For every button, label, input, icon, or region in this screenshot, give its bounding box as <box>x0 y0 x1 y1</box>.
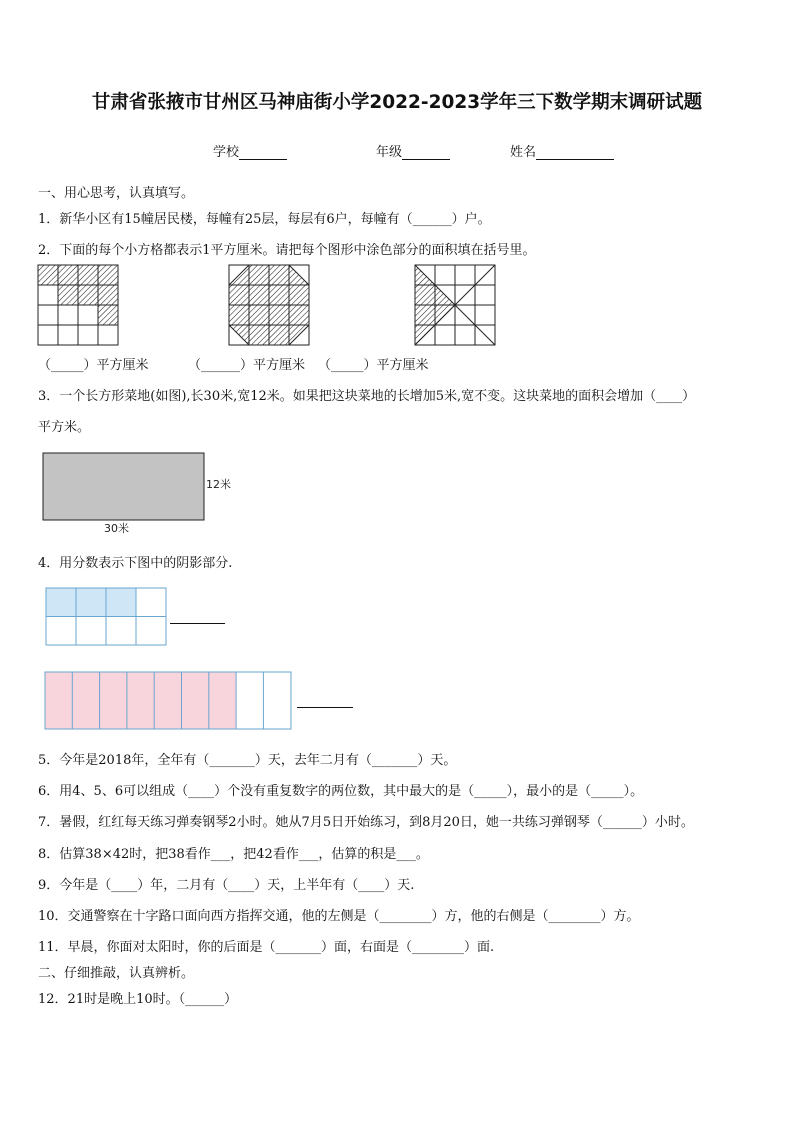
length-label: 30米 <box>104 522 129 535</box>
question-10: 10．交通警察在十字路口面向西方指挥交通，他的左侧是（________）方，他的右侧是（________）方。 <box>38 909 640 924</box>
q4-fraction-figure-1 <box>46 588 166 646</box>
q2-answer-1[interactable]: （_____）平方厘米 <box>38 358 149 373</box>
grade-field <box>376 141 450 160</box>
question-11: 11．早晨，你面对太阳时，你的后面是（_______）面，右面是（________）面. <box>38 940 495 955</box>
q4-answer-blank-2[interactable] <box>297 707 353 708</box>
school-field <box>213 141 287 160</box>
grade-blank[interactable] <box>402 145 450 160</box>
grade-label: 年级 <box>376 145 403 160</box>
question-7: 7．暑假，红红每天练习弹奏钢琴2小时。她从7月5日开始练习，到8月20日，她一共练习弹钢琴（______）小时。 <box>38 815 694 830</box>
q2-answer-2[interactable]: （______）平方厘米 <box>188 358 306 373</box>
question-3: 3．一个长方形菜地(如图),长30米,宽12米。如果把这块菜地的长增加5米,宽不变。这块菜地的面积会增加（____） <box>38 389 696 404</box>
q2-grid-figure-2 <box>229 265 310 346</box>
question-8: 8．估算38×42时，把38看作___，把42看作___，估算的积是___。 <box>38 847 429 862</box>
q2-answer-3[interactable]: （_____）平方厘米 <box>318 358 429 373</box>
shaded-region <box>45 672 236 729</box>
section-1-heading: 一、用心思考，认真填写。 <box>38 186 195 201</box>
vegetable-plot-rectangle <box>43 453 204 520</box>
section-2-heading: 二、仔细推敲，认真辨析。 <box>38 966 195 981</box>
page-title: 甘肃省张掖市甘州区马神庙街小学2022-2023学年三下数学期末调研试题 <box>91 92 703 113</box>
q3-rectangle-figure <box>43 453 243 538</box>
shaded-cell <box>106 588 136 617</box>
question-3-continued: 平方米。 <box>38 420 91 435</box>
school-blank[interactable] <box>239 145 287 160</box>
shaded-cell <box>46 588 76 617</box>
name-blank[interactable] <box>536 145 614 160</box>
question-1: 1．新华小区有15幢居民楼，每幢有25层，每层有6户，每幢有（______）户。 <box>38 212 491 227</box>
name-label: 姓名 <box>510 145 537 160</box>
q2-grid-figure-3 <box>415 265 496 346</box>
question-2: 2．下面的每个小方格都表示1平方厘米。请把每个图形中涂色部分的面积填在括号里。 <box>38 243 536 258</box>
question-12: 12．21时是晚上10时。（______） <box>38 992 238 1007</box>
question-5: 5．今年是2018年，全年有（_______）天，去年二月有（_______）天。 <box>38 753 457 768</box>
q4-fraction-figure-2 <box>45 672 292 730</box>
question-6: 6．用4、5、6可以组成（____）个没有重复数字的两位数，其中最大的是（_____），最小的是（_____）。 <box>38 784 644 799</box>
q2-grid-figure-1 <box>38 265 119 346</box>
question-4: 4．用分数表示下图中的阴影部分. <box>38 556 233 571</box>
q4-answer-blank-1[interactable] <box>170 623 225 624</box>
shaded-cell <box>76 588 106 617</box>
name-field <box>510 141 614 160</box>
width-label: 12米 <box>206 478 231 491</box>
question-9: 9．今年是（____）年，二月有（____）天，上半年有（____）天. <box>38 878 415 893</box>
school-label: 学校 <box>213 145 240 160</box>
